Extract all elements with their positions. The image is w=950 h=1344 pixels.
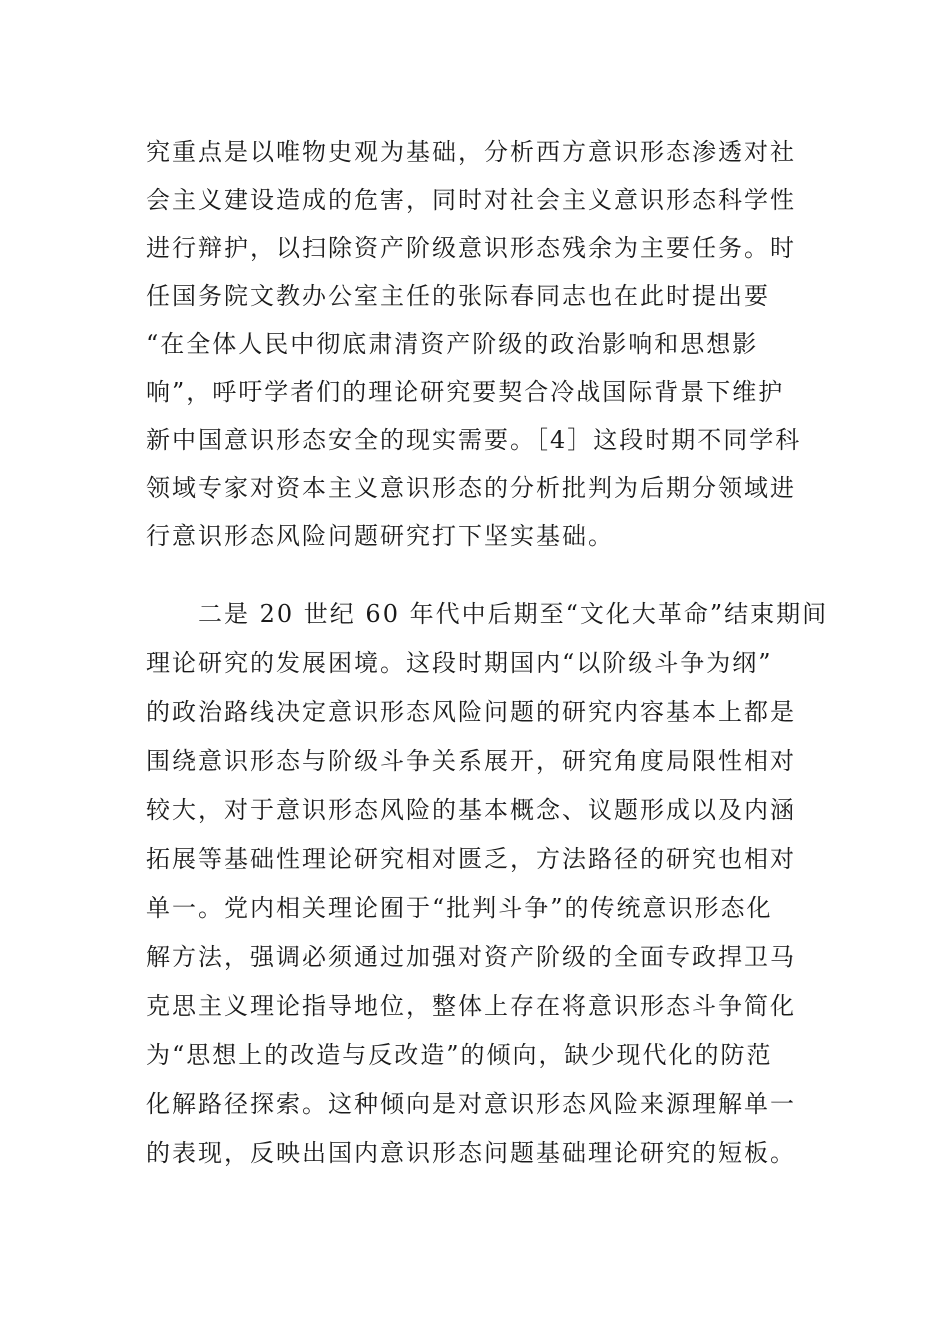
text-line: 较大，对于意识形态风险的基本概念、议题形成以及内涵 (146, 796, 796, 824)
text-line: 理论研究的发展困境。这段时期国内“以阶级斗争为纲” (146, 649, 773, 677)
text-line: 二是 20 世纪 60 年代中后期至“文化大革命”结束期间 (198, 600, 829, 628)
text-line: 响”，呼吁学者们的理论研究要契合冷战国际背景下维护 (146, 378, 785, 406)
text-line: 的政治路线决定意识形态风险问题的研究内容基本上都是 (146, 698, 796, 726)
text-line: 新中国意识形态安全的现实需要。［4］这段时期不同学科 (146, 426, 802, 454)
text-line: 会主义建设造成的危害，同时对社会主义意识形态科学性 (146, 186, 796, 214)
text-line: 进行辩护，以扫除资产阶级意识形态残余为主要任务。时 (146, 234, 796, 262)
text-line: 任国务院文教办公室主任的张际春同志也在此时提出要 (146, 282, 770, 310)
text-line: 单一。党内相关理论囿于“批判斗争”的传统意识形态化 (146, 894, 773, 922)
text-line: 围绕意识形态与阶级斗争关系展开，研究角度局限性相对 (146, 747, 796, 775)
text-line: 克思主义理论指导地位，整体上存在将意识形态斗争简化 (146, 992, 796, 1020)
text-line: 拓展等基础性理论研究相对匮乏，方法路径的研究也相对 (146, 845, 796, 873)
text-line: 的表现，反映出国内意识形态问题基础理论研究的短板。 (146, 1139, 796, 1167)
text-line: 领域专家对资本主义意识形态的分析批判为后期分领域进 (146, 474, 796, 502)
text-line: 化解路径探索。这种倾向是对意识形态风险来源理解单一 (146, 1090, 796, 1118)
text-line: 究重点是以唯物史观为基础，分析西方意识形态渗透对社 (146, 138, 796, 166)
text-line: “在全体人民中彻底肃清资产阶级的政治影响和思想影 (146, 330, 759, 358)
text-line: 为“思想上的改造与反改造”的倾向，缺少现代化的防范 (146, 1041, 773, 1069)
text-line: 行意识形态风险问题研究打下坚实基础。 (146, 522, 614, 550)
text-line: 解方法，强调必须通过加强对资产阶级的全面专政捍卫马 (146, 943, 796, 971)
